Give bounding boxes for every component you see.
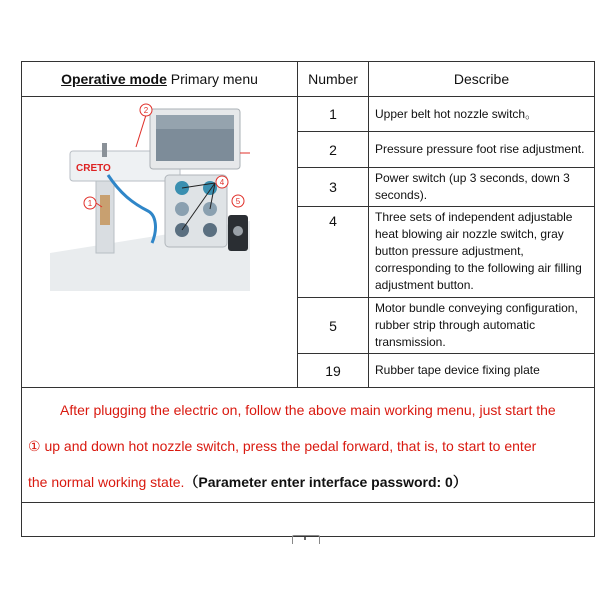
note-line-2: ① up and down hot nozzle switch, press the pedal forward, that is, to start to enter (28, 438, 537, 454)
note-line-3: the normal working state. (28, 474, 185, 490)
row-description: Upper belt hot nozzle switch。 (369, 97, 595, 132)
table-header-row (22, 62, 595, 97)
password-hint: （Parameter enter interface password: 0） (184, 474, 467, 490)
primary-menu-label: Primary menu (166, 71, 258, 87)
svg-text:4: 4 (219, 178, 225, 187)
svg-text:2: 2 (143, 106, 149, 115)
row-description: Motor bundle conveying configuration, rubber strip through automatic transmission. (369, 298, 595, 354)
row-number: 19 (298, 354, 369, 388)
machine-photo (50, 103, 250, 291)
machine-image-cell (22, 97, 298, 388)
page-marker-icon (292, 535, 320, 544)
row-description: Three sets of independent adjustable heat blowing air nozzle switch, gray button pressure adjustment, corresponding to the following air filling adjustment button. (369, 207, 595, 298)
row-number: 2 (298, 132, 369, 168)
document-table-wrapper (21, 61, 594, 537)
operation-table (21, 61, 595, 537)
operating-note (22, 388, 595, 503)
note-line-1: After plugging the electric on, follow the above main working menu, just start the (60, 402, 556, 418)
row-description: Power switch (up 3 seconds, down 3 seconds). (369, 168, 595, 207)
gray-button-icon (175, 202, 189, 216)
table-row (22, 97, 595, 132)
row-number: 4 (298, 207, 369, 298)
svg-text:1: 1 (87, 199, 93, 208)
describe-header: Describe (369, 62, 595, 97)
operative-mode-header (22, 62, 298, 97)
svg-text:5: 5 (235, 197, 241, 206)
row-description: Pressure pressure foot rise adjustment. (369, 132, 595, 168)
row-description: Rubber tape device fixing plate (369, 354, 595, 388)
note-row (22, 388, 595, 503)
row-number: 3 (298, 168, 369, 207)
operative-mode-label: Operative mode (61, 71, 167, 87)
gray-button-icon (203, 223, 217, 237)
empty-cell (22, 503, 595, 537)
creto-logo: CRETO (76, 163, 111, 174)
row-number: 5 (298, 298, 369, 354)
row-number: 1 (298, 97, 369, 132)
number-header: Number (298, 62, 369, 97)
hot-nozzle (100, 195, 110, 225)
empty-row (22, 503, 595, 537)
